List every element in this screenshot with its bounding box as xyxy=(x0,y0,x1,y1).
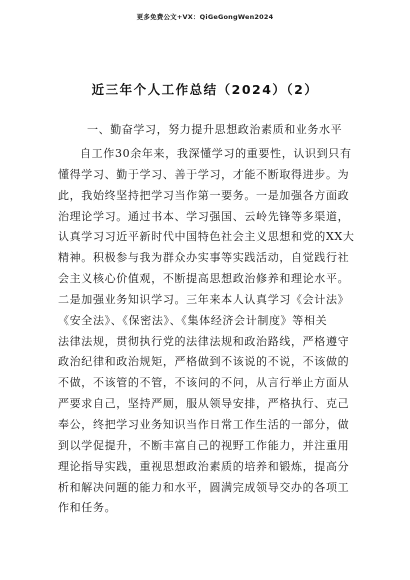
paragraph-line: 懂得学习、勤于学习、善于学习，才能不断取得进步。为 xyxy=(58,167,350,181)
paragraph-line: 作和任务。 xyxy=(58,501,117,515)
paragraph-line: 此，我始终坚持把学习当作第一要务。一是加强各方面政 xyxy=(58,188,350,202)
header-note: 更多免费公文+VX：QiGeGongWen2024 xyxy=(136,13,274,21)
section-heading: 一、勤奋学习，努力提升思想政治素质和业务水平 xyxy=(87,123,343,136)
paragraph-line: 法律法规，贯彻执行党的法律法规和政治路线，严格遵守 xyxy=(58,334,350,348)
paragraph-line: 认真学习习近平新时代中国特色社会主义思想和党的XX大 xyxy=(58,230,355,244)
paragraph-line: 析和解决问题的能力和水平，圆满完成领导交办的各项工 xyxy=(58,480,350,494)
body-paragraph xyxy=(58,144,358,519)
paragraph-line: 严要求自己，坚持严厕，服从领导安排，严格执行、克己 xyxy=(58,397,350,411)
paragraph-line: 治理论学习。通过书本、学习强国、云岭先锋等多渠道， xyxy=(58,209,350,223)
document-title: 近三年个人工作总结（2024）（2） xyxy=(91,82,319,97)
paragraph-line: 奉公，终把学习业务知识当作日常工作生活的一部分，做 xyxy=(58,417,350,431)
paragraph-line: 理论指导实践，重视思想政治素质的培养和锻炼，提高分 xyxy=(58,459,350,473)
paragraph-line: 不做，不该管的不管，不该问的不问，从言行举止方面从 xyxy=(58,376,350,390)
paragraph-line: 政治纪律和政治规矩，严格做到不该说的不说，不该做的 xyxy=(58,355,350,369)
paragraph-line: 自工作30余年来，我深懂学习的重要性，认识到只有 xyxy=(80,147,352,160)
paragraph-line: 精神。积极参与我为群众办实事等实践活动，自觉践行社 xyxy=(58,251,350,265)
paragraph-line: 《安全法》、《保密法》、《集体经济会计制度》等相关 xyxy=(58,313,328,327)
paragraph-line: 会主义核心价值观，不断提高思想政治修养和理论水平。 xyxy=(58,272,350,286)
paragraph-line: 二是加强业务知识学习。三年来本人认真学习《会计法》 xyxy=(58,292,350,306)
paragraph-line: 到以学促提升，不断丰富自己的视野工作能力，并注重用 xyxy=(58,438,350,452)
